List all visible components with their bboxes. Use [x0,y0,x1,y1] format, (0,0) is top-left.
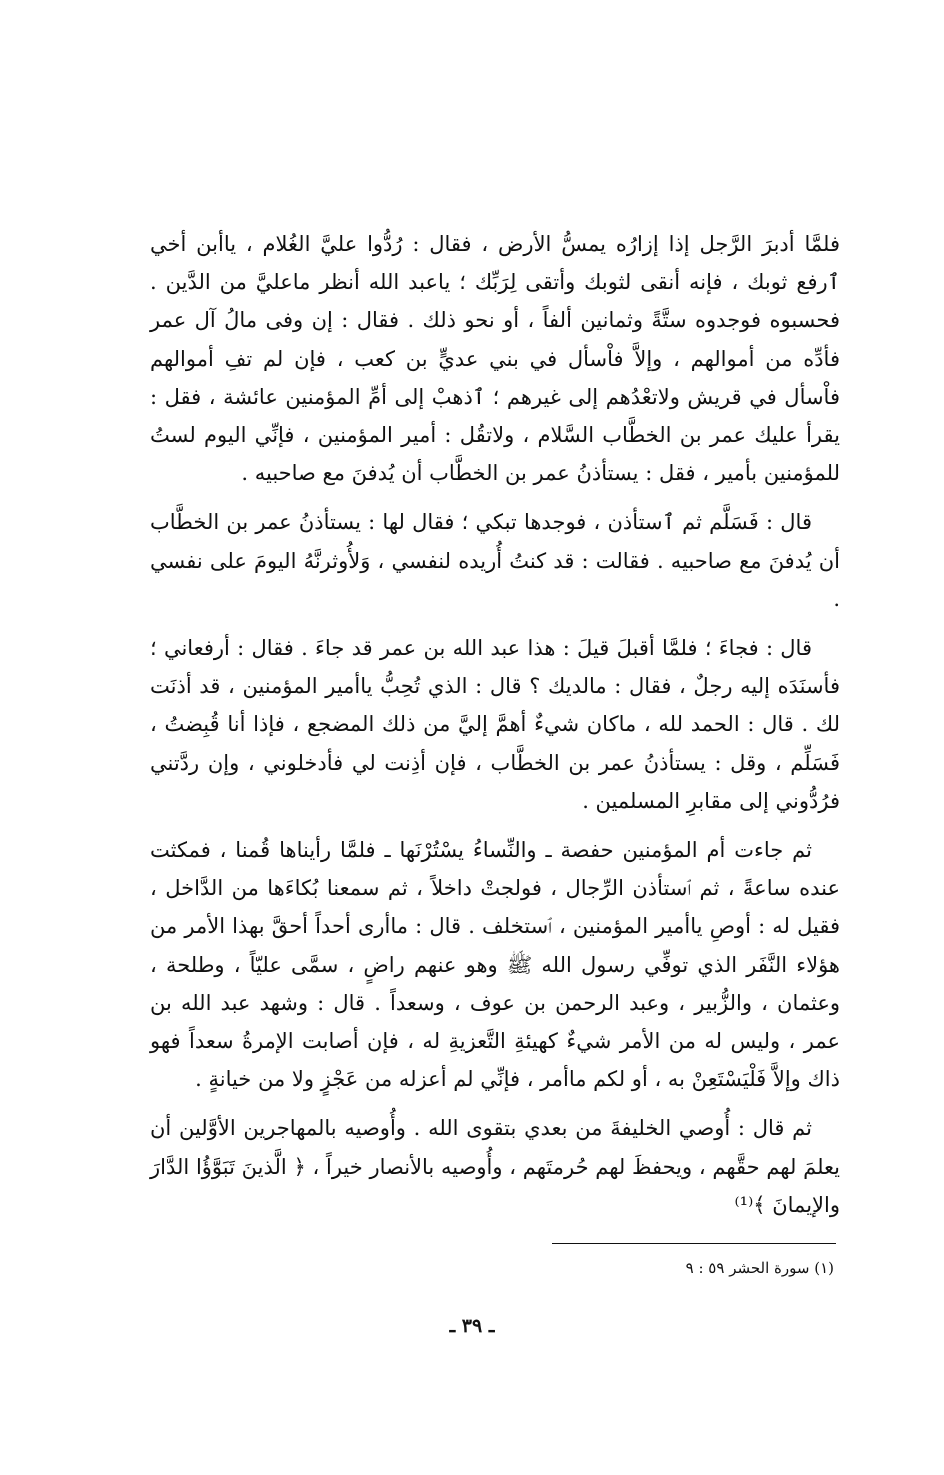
paragraph-4: ثم جاءت أم المؤمنين حفصة ـ والنِّساءُ يسْتُرْنَها ـ فلمَّا رأيناها قُمنا ، فمكثت عنده ساعةً ، ثم ٱستأذن الرِّجال ، فولجتْ داخلاً ، ثم سمعنا بُكاءَها من الدَّاخل ، فقيل له : أوصِ ياأمير المؤمنين ، ٱستخلف . قال : ماأرى أحداً أحقَّ بهذا الأمر من هؤلاء النَّفَر الذي توفِّي رسول الله ﷺ وهو عنهم راضٍ ، سمَّى عليّاً ، وطلحة ، وعثمان ، والزُّبير ، وعبد الرحمن بن عوف ، وسعداً . قال : وشهد عبد الله بن عمر ، وليس له من الأمر شيءٌ كهيئةِ التَّعزيةِ له ، فإن أصابت الإمرةُ سعداً فهو ذاك وإلاَّ فَلْيَسْتَعِنْ به ، أو لكم ماأمر ، فإنِّي لم أعزله من عَجْزٍ ولا من خيانةٍ . [150,838,840,1092]
paragraph-5: ثم قال : أُوصي الخليفةَ من بعدي بتقوى الله . وأُوصيه بالمهاجرين الأوَّلين أن يعلمَ لهم حقَّهم ، ويحفظَ لهم حُرمتَهم ، وأُوصيه بالأنصار خيراً ، ﴿ الَّذينَ تَبَوَّؤُا الدَّارَ والإيمانَ ﴾⁽¹⁾ [150,1116,840,1217]
paragraph-1: فلمَّا أدبرَ الرَّجل إذا إزارُه يمسُّ الأرض ، فقال : رُدُّوا عليَّ الغُلام ، ياأبن أخي ٱرفع ثوبك ، فإنه أنقى لثوبك وأتقى لِرَبِّك ؛ ياعبد الله أنظر ماعليَّ من الدَّين . فحسبوه فوجدوه ستَّةً وثمانين ألفاً ، أو نحو ذلك . فقال : إن وفى مالُ آل عمر فأدِّه من أموالهم ، وإلاَّ فاْسأل في بني عديٍّ بن كعب ، فإن لم تفِ أموالهم فاْسأل في قريش ولاتعْدُهم إلى غيرهم ؛ ٱذهبْ إلى أمِّ المؤمنين عائشة ، فقل : يقرأ عليك عمر بن الخطَّاب السَّلام ، ولاتقُل : أمير المؤمنين ، فإنِّي اليوم لستُ للمؤمنين بأمير ، فقل : يستأذنُ عمر بن الخطَّاب أن يُدفنَ مع صاحبيه . [150,232,840,486]
paragraph-2: قال : فَسَلَّم ثم ٱستأذن ، فوجدها تبكي ؛ فقال لها : يستأذنُ عمر بن الخطَّاب أن يُدفنَ مع صاحبيه . فقالت : قد كنتُ أُريده لنفسي ، وَلأُوثرنَّهُ اليومَ على نفسي . [150,510,840,611]
page-number: ـ ٣٩ ـ [449,1315,495,1337]
main-text [150,225,840,1224]
footnote: (١) سورة الحشر ٥٩ : ٩ [685,1259,834,1277]
paragraph-3: قال : فجاءَ ؛ فلمَّا أقبلَ قيلَ : هذا عبد الله بن عمر قد جاءَ . فقال : أرفعاني ؛ فأسنَدَه إليه رجلٌ ، فقال : مالديك ؟ قال : الذي تُحِبُّ ياأمير المؤمنين ، قد أذنَت لك . قال : الحمد لله ، ماكان شيءٌ أهمَّ إليَّ من ذلك المضجع ، فإذا أنا قُبِضتُ ، فَسَلِّم ، وقل : يستأذنُ عمر بن الخطَّاب ، فإن أذِنت لي فأدخلوني ، وإن ردَّتني فرُدُّوني إلى مقابرِ المسلمين . [150,636,840,813]
footnote-separator [552,1243,836,1244]
